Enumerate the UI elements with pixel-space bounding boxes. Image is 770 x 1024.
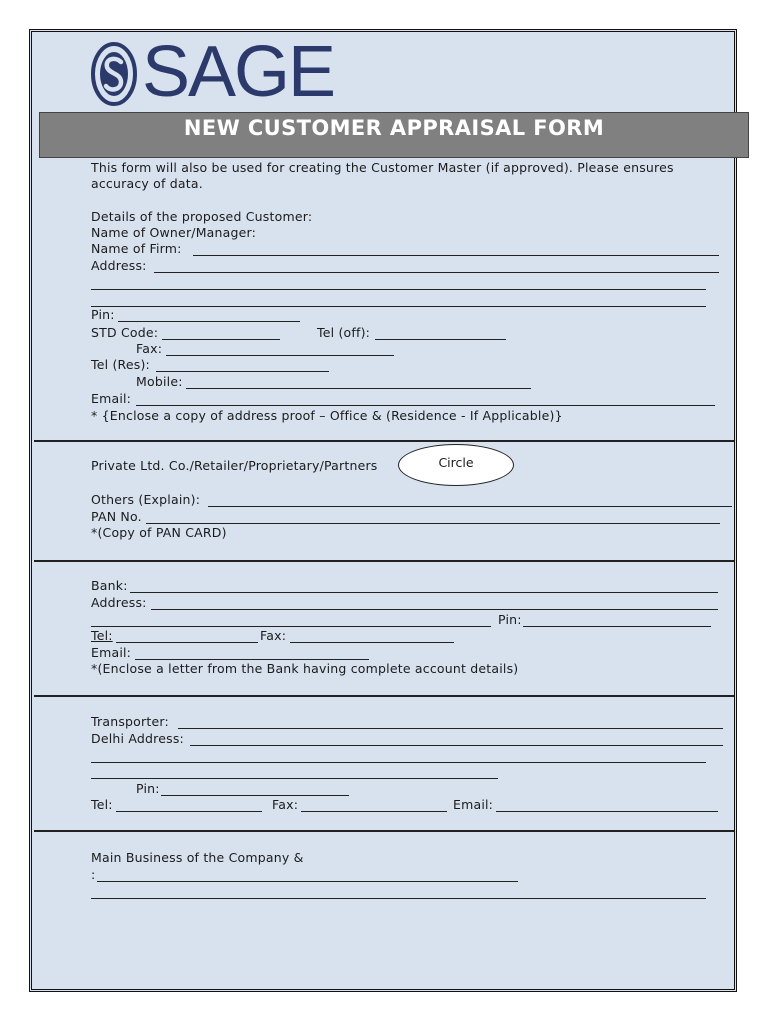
firm-field[interactable] — [193, 255, 719, 256]
bank-email-label: Email: — [91, 645, 132, 660]
transporter-pin-label: Pin: — [136, 781, 160, 796]
transporter-fax-field[interactable] — [301, 811, 447, 812]
mobile-label: Mobile: — [136, 374, 183, 389]
address-field-2[interactable] — [91, 289, 706, 290]
bank-address-field-2[interactable] — [91, 626, 491, 627]
transporter-label: Transporter: — [91, 714, 169, 729]
intro-line-2: accuracy of data. — [91, 176, 203, 191]
std-code-field[interactable] — [162, 339, 280, 340]
address-field-1[interactable] — [154, 272, 719, 273]
tel-res-field[interactable] — [156, 371, 329, 372]
bank-fax-label: Fax: — [260, 628, 287, 643]
pan-note: *(Copy of PAN CARD) — [91, 525, 227, 540]
pin-label: Pin: — [91, 307, 115, 322]
form-title: NEW CUSTOMER APPRAISAL FORM — [183, 116, 605, 140]
bank-email-field[interactable] — [135, 659, 369, 660]
transporter-email-label: Email: — [453, 797, 494, 812]
pin-field[interactable] — [118, 321, 300, 322]
section-divider-4 — [34, 830, 734, 832]
customer-heading: Details of the proposed Customer: — [91, 209, 313, 224]
bank-address-label: Address: — [91, 595, 147, 610]
address-label: Address: — [91, 258, 147, 273]
bank-field[interactable] — [130, 592, 718, 593]
pan-label: PAN No. — [91, 509, 142, 524]
fax-field[interactable] — [166, 355, 394, 356]
tel-off-field[interactable] — [375, 339, 506, 340]
main-business-field-1[interactable] — [97, 881, 518, 882]
tel-off-label: Tel (off): — [317, 325, 371, 340]
main-business-colon: : — [91, 867, 96, 882]
std-code-label: STD Code: — [91, 325, 159, 340]
transporter-tel-label: Tel: — [91, 797, 113, 812]
delhi-address-field-3[interactable] — [91, 778, 498, 779]
title-bar — [39, 112, 749, 158]
main-business-field-2[interactable] — [91, 898, 706, 899]
transporter-field[interactable] — [178, 728, 723, 729]
transporter-tel-field[interactable] — [116, 811, 262, 812]
tel-res-label: Tel (Res): — [91, 357, 150, 372]
others-field[interactable] — [208, 506, 732, 507]
bank-label: Bank: — [91, 578, 128, 593]
fax-label: Fax: — [136, 341, 163, 356]
section-divider-2 — [34, 560, 734, 562]
circle-label: Circle — [438, 455, 474, 470]
bank-address-field-1[interactable] — [151, 609, 718, 610]
transporter-pin-field[interactable] — [161, 795, 349, 796]
circle-callout — [398, 444, 514, 486]
bank-tel-field[interactable] — [116, 642, 258, 643]
email-label: Email: — [91, 391, 132, 406]
transporter-fax-label: Fax: — [272, 797, 299, 812]
firm-label: Name of Firm: — [91, 241, 182, 256]
address-proof-note: * {Enclose a copy of address proof – Office & (Residence - If Applicable)} — [91, 408, 563, 423]
pan-field[interactable] — [146, 523, 720, 524]
bank-pin-label: Pin: — [498, 612, 522, 627]
sage-logo-icon — [91, 42, 137, 106]
section-divider-1 — [34, 440, 734, 442]
main-business-label: Main Business of the Company & — [91, 850, 304, 865]
delhi-address-field-2[interactable] — [91, 762, 706, 763]
delhi-address-label: Delhi Address: — [91, 731, 184, 746]
bank-pin-field[interactable] — [523, 626, 711, 627]
intro-line-1: This form will also be used for creating the Customer Master (if approved). Please ensures — [91, 160, 674, 175]
sage-logo-text: SAGE — [142, 32, 335, 112]
delhi-address-field-1[interactable] — [190, 745, 723, 746]
others-label: Others (Explain): — [91, 492, 201, 507]
entity-types-label: Private Ltd. Co./Retailer/Proprietary/Partners — [91, 458, 378, 473]
mobile-field[interactable] — [186, 388, 531, 389]
bank-tel-label: Tel: — [91, 628, 113, 643]
bank-note: *(Enclose a letter from the Bank having complete account details) — [91, 661, 519, 676]
address-field-3[interactable] — [91, 306, 706, 307]
bank-fax-field[interactable] — [290, 642, 454, 643]
email-field[interactable] — [136, 405, 715, 406]
section-divider-3 — [34, 695, 734, 697]
transporter-email-field[interactable] — [496, 811, 718, 812]
owner-label: Name of Owner/Manager: — [91, 225, 257, 240]
